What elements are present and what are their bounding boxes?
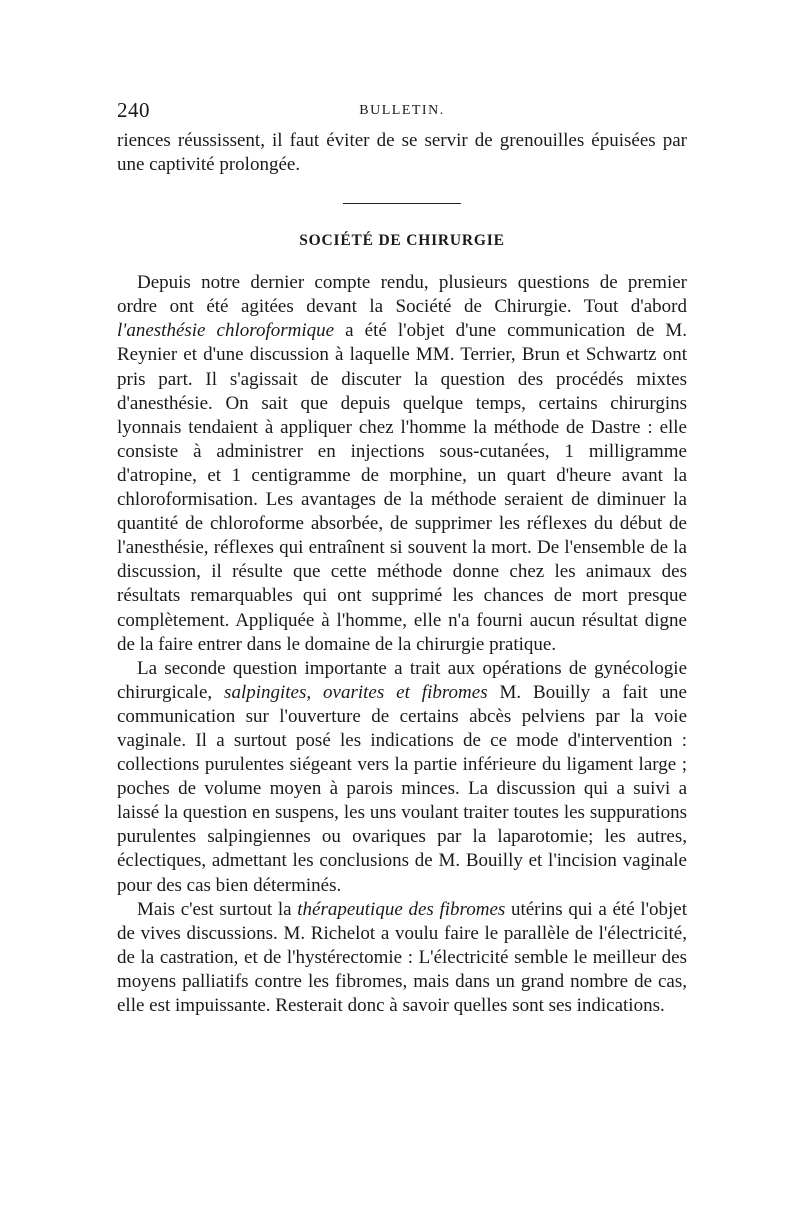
running-head	[117, 96, 687, 124]
section-divider	[343, 203, 461, 204]
paragraph-fibromes-italic: thérapeutique des fibromes	[297, 898, 506, 920]
paragraph-fibromes	[117, 898, 687, 1018]
paragraph-gynecology	[117, 657, 687, 898]
paragraph-gynecology-text-a: La seconde question importante a trait aux opérations de gynécologie chirurgicale,	[117, 657, 687, 703]
intro-paragraph: riences réussissent, il faut éviter de se servir de grenouilles épuisées par une captivité prolongée.	[117, 130, 687, 176]
paragraph-anesthesia-text-a: Depuis notre dernier compte rendu, plusieurs questions de premier ordre ont été agitées devant la Société de Chirurgie. Tout d'abord	[117, 272, 687, 318]
section-title: SOCIÉTÉ DE CHIRURGIE	[299, 232, 505, 250]
paragraph-anesthesia-text-b: a été l'objet d'une communication de M. Reynier et d'une discussion à laquelle MM. Terrier, Brun et Schwartz ont pris part. Il s'agissait de discuter la question des procédés mixtes d'anesthésie. On sait que depuis quelque temps, certains chirurgins lyonnais tendaient à appliquer chez l'homme la méthode de Dastre : elle consiste à administrer en injections sous-cutanées, 1 milligramme d'atropine, et 1 centigramme de morphine, un quart d'heure avant la chloroformisation. Les avantages de la méthode seraient de diminuer la quantité de chloroforme absorbée, de supprimer les réflexes du début de l'anesthésie, réflexes qui entraînent si souvent la mort. De l'ensemble de la discussion, il résulte que cette méthode donne chez les animaux des résultats remarquables qui ont supprimé les chances de mort presque complètement. Appliquée à l'homme, elle n'a fourni aucun résultat digne de la faire entrer dans le domaine de la chirurgie pratique.	[117, 320, 687, 655]
paragraph-anesthesia-italic: l'anesthésie chloroformique	[117, 320, 335, 342]
paragraph-fibromes-text-a: Mais c'est surtout la	[137, 898, 298, 920]
running-title: BULLETIN.	[359, 103, 445, 118]
paragraph-fibromes-text-b: utérins qui a été l'objet de vives discussions. M. Richelot a voulu faire le parallèle de l'électricité, de la castration, et de l'hystérectomie : L'électricité semble le meilleur des moyens palliatifs contre les fibromes, mais dans un grand nombre de cas, elle est impuissante. Resterait donc à savoir quelles sont ses indications.	[117, 898, 688, 1016]
paragraph-gynecology-text-b: M. Bouilly a fait une communication sur l'ouverture de certains abcès pelviens par la voie vaginale. Il a surtout posé les indications de ce mode d'intervention : collections purulentes siégeant vers la partie inférieure du ligament large ; poches de volume moyen à parois minces. La discussion qui a suivi a laissé la question en suspens, les uns voulant traiter toutes les suppurations purulentes salpingiennes ou ovariques par la laparotomie; les autres, éclectiques, admettant les conclusions de M. Bouilly et l'incision vaginale pour des cas bien déterminés.	[117, 681, 687, 896]
paragraph-gynecology-italic: salpingites, ovarites et fibromes	[224, 681, 488, 703]
page-number: 240	[117, 98, 150, 122]
journal-page	[117, 96, 687, 1018]
paragraph-anesthesia	[117, 271, 687, 657]
